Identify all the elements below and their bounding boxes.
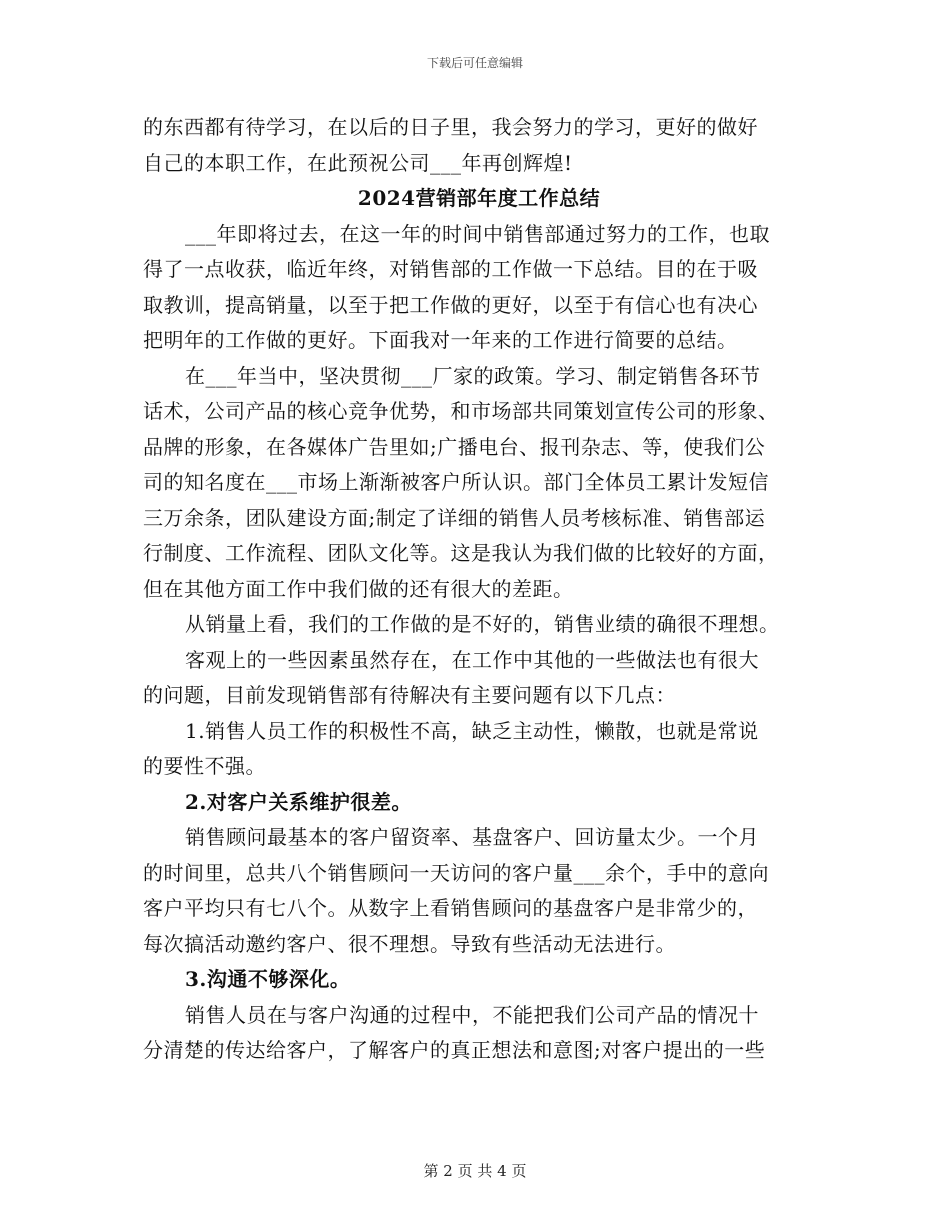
paragraph-line: 取教训，提高销量，以至于把工作做的更好，以至于有信心也有决心 (143, 292, 758, 317)
paragraph-line: 客观上的一些因素虽然存在，在工作中其他的一些做法也有很大 (185, 647, 759, 672)
paragraph-line: 的问题，目前发现销售部有待解决有主要问题有以下几点： (143, 683, 676, 707)
paragraph-line: 在___年当中，坚决贯彻___厂家的政策。学习、制定销售各环节 (185, 363, 761, 388)
section-heading-3: 3.沟通不够深化。 (185, 967, 351, 991)
paragraph-line: 的时间里，总共八个销售顾问一天访问的客户量___余个，手中的意向 (143, 860, 769, 885)
paragraph-line: ___年即将过去，在这一年的时间中销售部通过努力的工作，也取 (185, 221, 770, 246)
section-heading-2: 2.对客户关系维护很差。 (185, 789, 412, 814)
paragraph-line: 销售人员在与客户沟通的过程中，不能把我们公司产品的情况十 (185, 1002, 759, 1027)
paragraph-line: 行制度、工作流程、团队文化等。这是我认为我们做的比较好的方面， (143, 541, 779, 565)
paragraph-line: 但在其他方面工作中我们做的还有很大的差距。 (143, 576, 574, 601)
document-body (143, 110, 815, 1069)
paragraph-line: 客户平均只有七八个。从数字上看销售顾问的基盘客户是非常少的， (143, 896, 758, 920)
paragraph-line: 把明年的工作做的更好。下面我对一年来的工作进行简要的总结。 (143, 328, 738, 352)
paragraph-line: 三万余条，团队建设方面;制定了详细的销售人员考核标准、销售部运 (143, 505, 766, 530)
paragraph-line: 销售顾问最基本的客户留资率、基盘客户、回访量太少。一个月 (185, 825, 759, 849)
page-number: 第 2 页 共 4 页 (423, 1162, 527, 1180)
paragraph-line: 司的知名度在___市场上渐渐被客户所认识。部门全体员工累计发短信 (143, 470, 769, 494)
paragraph-line: 从销量上看，我们的工作做的是不好的，销售业绩的确很不理想。 (185, 612, 780, 636)
paragraph-line: 分清楚的传达给客户，了解客户的真正想法和意图;对客户提出的一些 (143, 1038, 766, 1062)
paragraph-line: 话术，公司产品的核心竞争优势，和市场部共同策划宣传公司的形象、 (143, 399, 779, 423)
paragraph-line: 得了一点收获，临近年终，对销售部的工作做一下总结。目的在于吸 (143, 257, 758, 281)
paragraph-line: 的要性不强。 (143, 754, 266, 778)
paragraph-line: 自己的本职工作，在此预祝公司___年再创辉煌! (143, 150, 573, 175)
paragraph-line: 品牌的形象，在各媒体广告里如;广播电台、报刊杂志、等，使我们公 (143, 434, 766, 459)
paragraph-line: 的东西都有待学习，在以后的日子里，我会努力的学习，更好的做好 (143, 115, 758, 139)
document-title: 2024营销部年度工作总结 (357, 186, 601, 210)
paragraph-line: 每次搞活动邀约客户、很不理想。导致有些活动无法进行。 (143, 931, 676, 956)
header-note: 下载后可任意编辑 (426, 56, 523, 70)
list-item-1: 1.销售人员工作的积极性不高，缺乏主动性，懒散，也就是常说 (185, 718, 759, 743)
